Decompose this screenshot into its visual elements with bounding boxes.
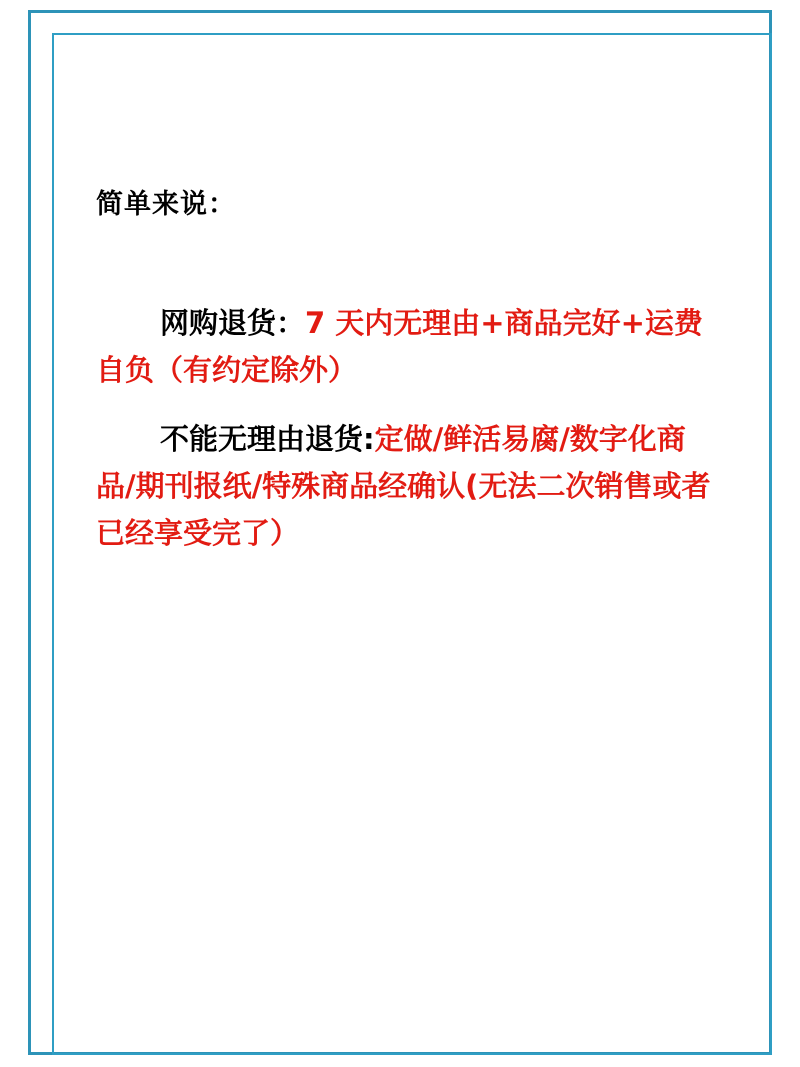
- paragraph-online-return-lead: 网购退货：: [160, 305, 306, 340]
- paragraph-online-return: [96, 300, 721, 394]
- document-content: [96, 186, 721, 569]
- paragraph-no-reason-exceptions-lead: 不能无理由退货:: [160, 421, 375, 456]
- paragraph-no-reason-exceptions-emphasis: 定做/鲜活易腐/数字化商品/期刊报纸/特殊商品经确认(无法二次销售或者已经享受完了）: [96, 421, 711, 550]
- paragraph-online-return-emphasis: 7 天内无理由+商品完好+运费自负（有约定除外）: [96, 305, 703, 387]
- paragraph-no-reason-exceptions: [96, 416, 721, 557]
- page-title: 简单来说：: [96, 189, 236, 220]
